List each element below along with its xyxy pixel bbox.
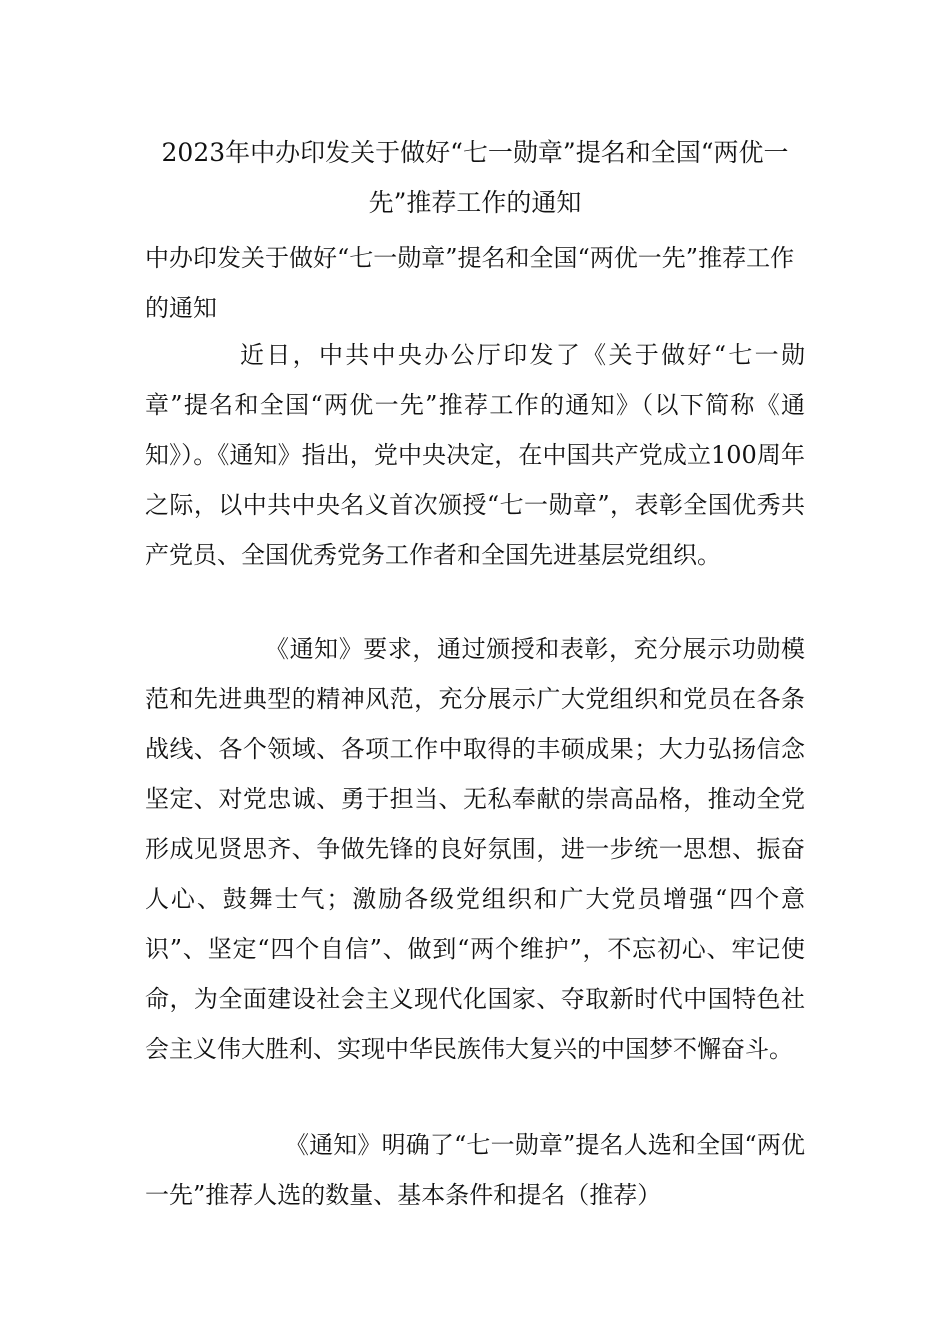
document-title: 2023年中办印发关于做好“七一勋章”提名和全国“两优一先”推荐工作的通知 — [161, 138, 789, 217]
paragraph-2: 《通知》要求，通过颁授和表彰，充分展示功勋模范和先进典型的精神风范，充分展示广大党组织和党员在各条战线、各个领域、各项工作中取得的丰硕成果；大力弘扬信念坚定、对党忠诚、勇于担当、无私奉献的崇高品格，推动全党形成见贤思齐、争做先锋的良好氛围，进一步统一思想、振奋人心、鼓舞士气；激励各级党组织和广大党员增强“四个意识”、坚定“四个自信”、做到“两个维护”，不忘初心、牢记使命，为全面建设社会主义现代化国家、夺取新时代中国特色社会主义伟大胜利、实现中华民族伟大复兴的中国梦不懈奋斗。 — [145, 635, 805, 1063]
document-subtitle: 中办印发关于做好“七一勋章”提名和全国“两优一先”推荐工作的通知 — [145, 244, 795, 322]
paragraph-1: 近日，中共中央办公厅印发了《关于做好“七一勋章”提名和全国“两优一先”推荐工作的通知》（以下简称《通知》）。《通知》指出，党中央决定，在中国共产党成立100周年之际，以中共中央名义首次颁授“七一勋章”，表彰全国优秀共产党员、全国优秀党务工作者和全国先进基层党组织。 — [145, 341, 805, 569]
paragraph-3: 《通知》明确了“七一勋章”提名人选和全国“两优一先”推荐人选的数量、基本条件和提名（推荐） — [145, 1131, 805, 1209]
